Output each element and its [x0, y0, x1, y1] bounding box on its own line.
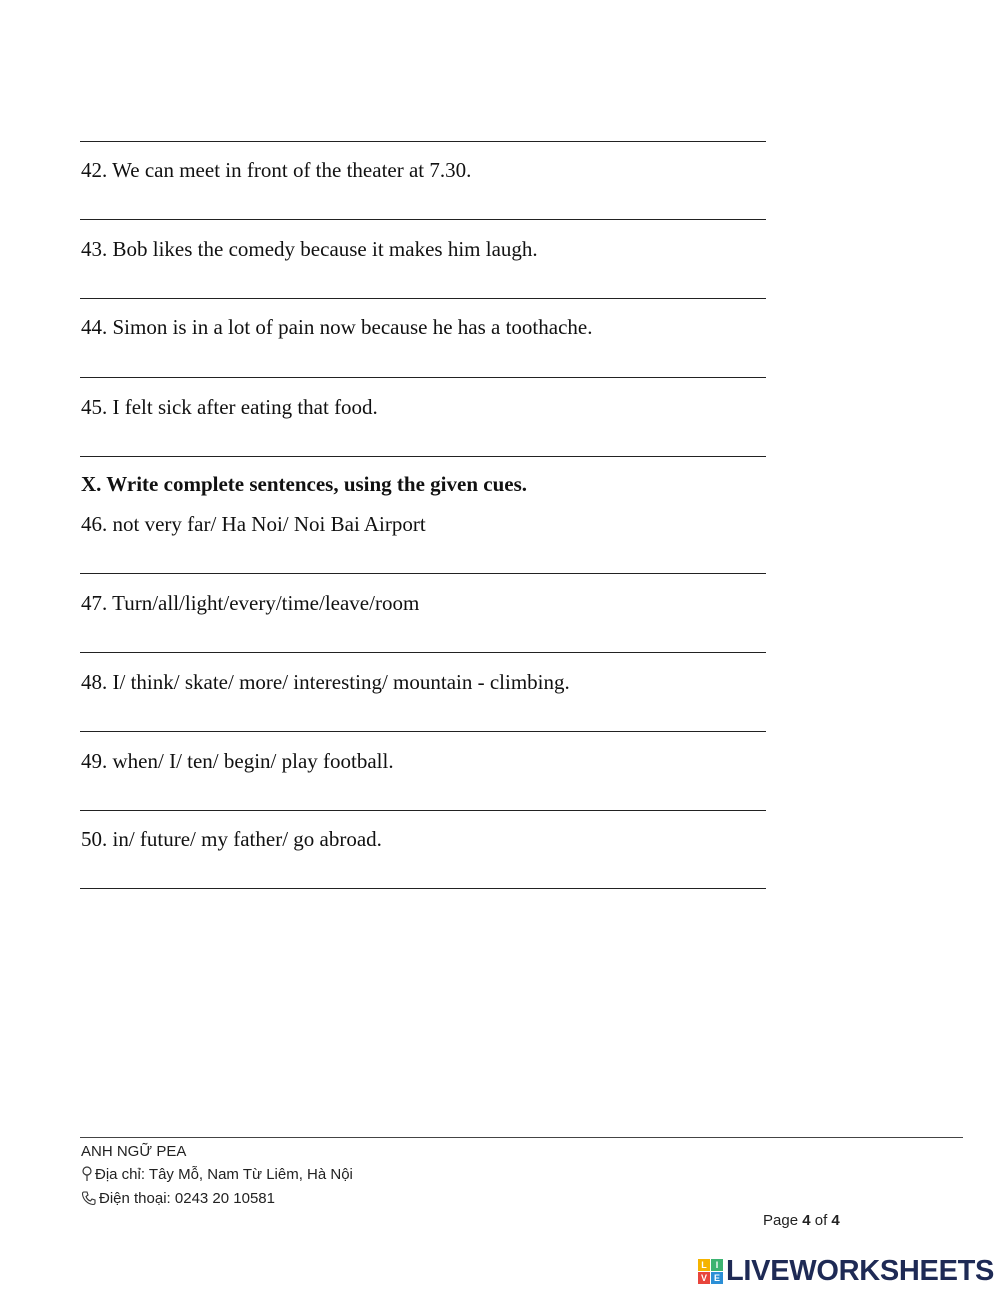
answer-line[interactable] [80, 219, 766, 220]
answer-line[interactable] [80, 456, 766, 457]
live-blocks-icon [698, 1259, 723, 1284]
question-48: 48. I/ think/ skate/ more/ interesting/ mountain - climbing. [81, 670, 570, 694]
liveworksheets-logo[interactable] [698, 1254, 994, 1288]
question-46: 46. not very far/ Ha Noi/ Noi Bai Airport [81, 512, 426, 536]
brand-name: LIVEWORKSHEETS [726, 1254, 995, 1287]
location-pin-icon [81, 1166, 93, 1182]
question-43: 43. Bob likes the comedy because it makes him laugh. [81, 237, 538, 261]
answer-line[interactable] [80, 377, 766, 378]
page-number: Page 4 of 4 [763, 1212, 840, 1229]
footer-address [81, 1166, 353, 1184]
section-x-title: X. Write complete sentences, using the given cues. [81, 472, 528, 496]
answer-line[interactable] [80, 141, 766, 142]
question-50: 50. in/ future/ my father/ go abroad. [81, 827, 382, 851]
question-49: 49. when/ I/ ten/ begin/ play football. [81, 749, 394, 773]
answer-line[interactable] [80, 810, 766, 811]
footer-phone [81, 1190, 275, 1208]
answer-line[interactable] [80, 888, 766, 889]
phone-icon [81, 1190, 97, 1206]
live-block: I [711, 1259, 723, 1271]
live-block: L [698, 1259, 710, 1271]
answer-line[interactable] [80, 731, 766, 732]
answer-line[interactable] [80, 652, 766, 653]
question-44: 44. Simon is in a lot of pain now because he has a toothache. [81, 315, 593, 339]
footer-divider [80, 1137, 963, 1138]
live-block: V [698, 1272, 710, 1284]
question-45: 45. I felt sick after eating that food. [81, 395, 378, 419]
address-text: Địa chỉ: Tây Mỗ, Nam Từ Liêm, Hà Nội [95, 1166, 353, 1183]
question-42: 42. We can meet in front of the theater at 7.30. [81, 158, 472, 182]
question-47: 47. Turn/all/light/every/time/leave/room [81, 591, 420, 615]
answer-line[interactable] [80, 298, 766, 299]
footer-org: ANH NGỮ PEA [81, 1143, 187, 1160]
live-block: E [711, 1272, 723, 1284]
phone-text: Điện thoại: 0243 20 10581 [99, 1190, 275, 1207]
answer-line[interactable] [80, 573, 766, 574]
